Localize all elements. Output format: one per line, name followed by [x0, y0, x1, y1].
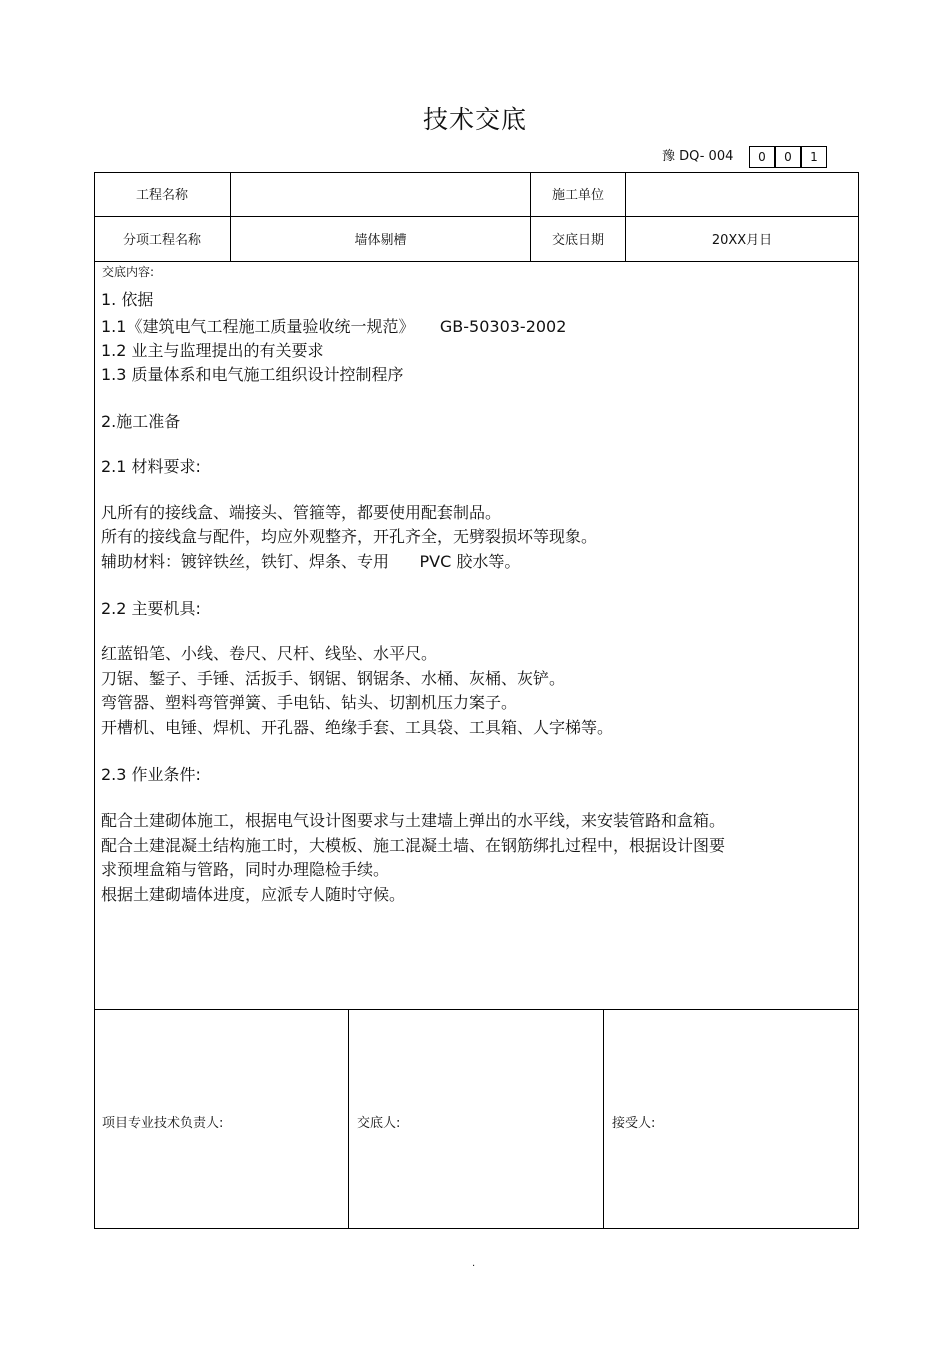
serial-digit: 0: [749, 146, 775, 168]
section-heading: 2.施工准备: [101, 412, 181, 431]
content-line: 所有的接线盒与配件，均应外观整齐，开孔齐全，无劈裂损坏等现象。: [101, 527, 598, 546]
section-heading: 1. 依据: [101, 290, 154, 309]
doc-code: 豫 DQ- 004: [662, 149, 734, 164]
footer-mark: .: [472, 1258, 476, 1269]
subitem-value: 墙体剔槽: [354, 233, 407, 248]
construction-unit-label: 施工单位: [551, 188, 604, 203]
content-line: 弯管器、塑料弯管弹簧、手电钻、钻头、切割机压力案子。: [101, 693, 518, 712]
table-rule: [94, 216, 859, 217]
content-line: 1.3 质量体系和电气施工组织设计控制程序: [101, 365, 404, 384]
date-value: 20XX月日: [711, 233, 773, 248]
discloser-signature-label: 交底人:: [357, 1116, 401, 1131]
content-line: 1.1《建筑电气工程施工质量验收统一规范》 GB-50303-2002: [101, 317, 567, 336]
table-rule: [94, 1009, 859, 1010]
table-rule: [348, 1009, 349, 1229]
content-line: 配合土建混凝土结构施工时，大模板、施工混凝土墙、在钢筋绑扎过程中，根据设计图要: [101, 836, 726, 855]
receiver-signature-label: 接受人:: [612, 1116, 656, 1131]
content-line: 刀锯、錾子、手锤、活扳手、钢锯、钢锯条、水桶、灰桶、灰铲。: [101, 669, 566, 688]
content-line: 求预埋盒箱与管路，同时办理隐检手续。: [101, 860, 390, 879]
table-rule: [603, 1009, 604, 1229]
subsection-heading: 2.1 材料要求:: [101, 457, 201, 476]
content-line: 辅助材料：镀锌铁丝，铁钉、焊条、专用 PVC 胶水等。: [101, 552, 521, 571]
content-line: 配合土建砌体施工，根据电气设计图要求与土建墙上弹出的水平线，来安装管路和盒箱。: [101, 811, 726, 830]
tech-lead-signature-label: 项目专业技术负责人:: [102, 1116, 224, 1131]
serial-digit: 1: [801, 146, 827, 168]
serial-digit: 0: [775, 146, 801, 168]
table-rule: [94, 261, 859, 262]
subsection-heading: 2.3 作业条件:: [101, 765, 201, 784]
subitem-label: 分项工程名称: [122, 233, 201, 248]
content-label: 交底内容:: [102, 265, 155, 279]
content-line: 开槽机、电锤、焊机、开孔器、绝缘手套、工具袋、工具箱、人字梯等。: [101, 718, 614, 737]
content-line: 1.2 业主与监理提出的有关要求: [101, 341, 324, 360]
subsection-heading: 2.2 主要机具:: [101, 599, 201, 618]
content-line: 凡所有的接线盒、端接头、管箍等，都要使用配套制品。: [101, 503, 502, 522]
content-line: 红蓝铅笔、小线、卷尺、尺杆、线坠、水平尺。: [101, 644, 438, 663]
content-line: 根据土建砌墙体进度，应派专人随时守候。: [101, 885, 406, 904]
date-label: 交底日期: [551, 233, 604, 248]
page-title: 技术交底: [422, 105, 527, 134]
project-name-label: 工程名称: [135, 188, 188, 203]
